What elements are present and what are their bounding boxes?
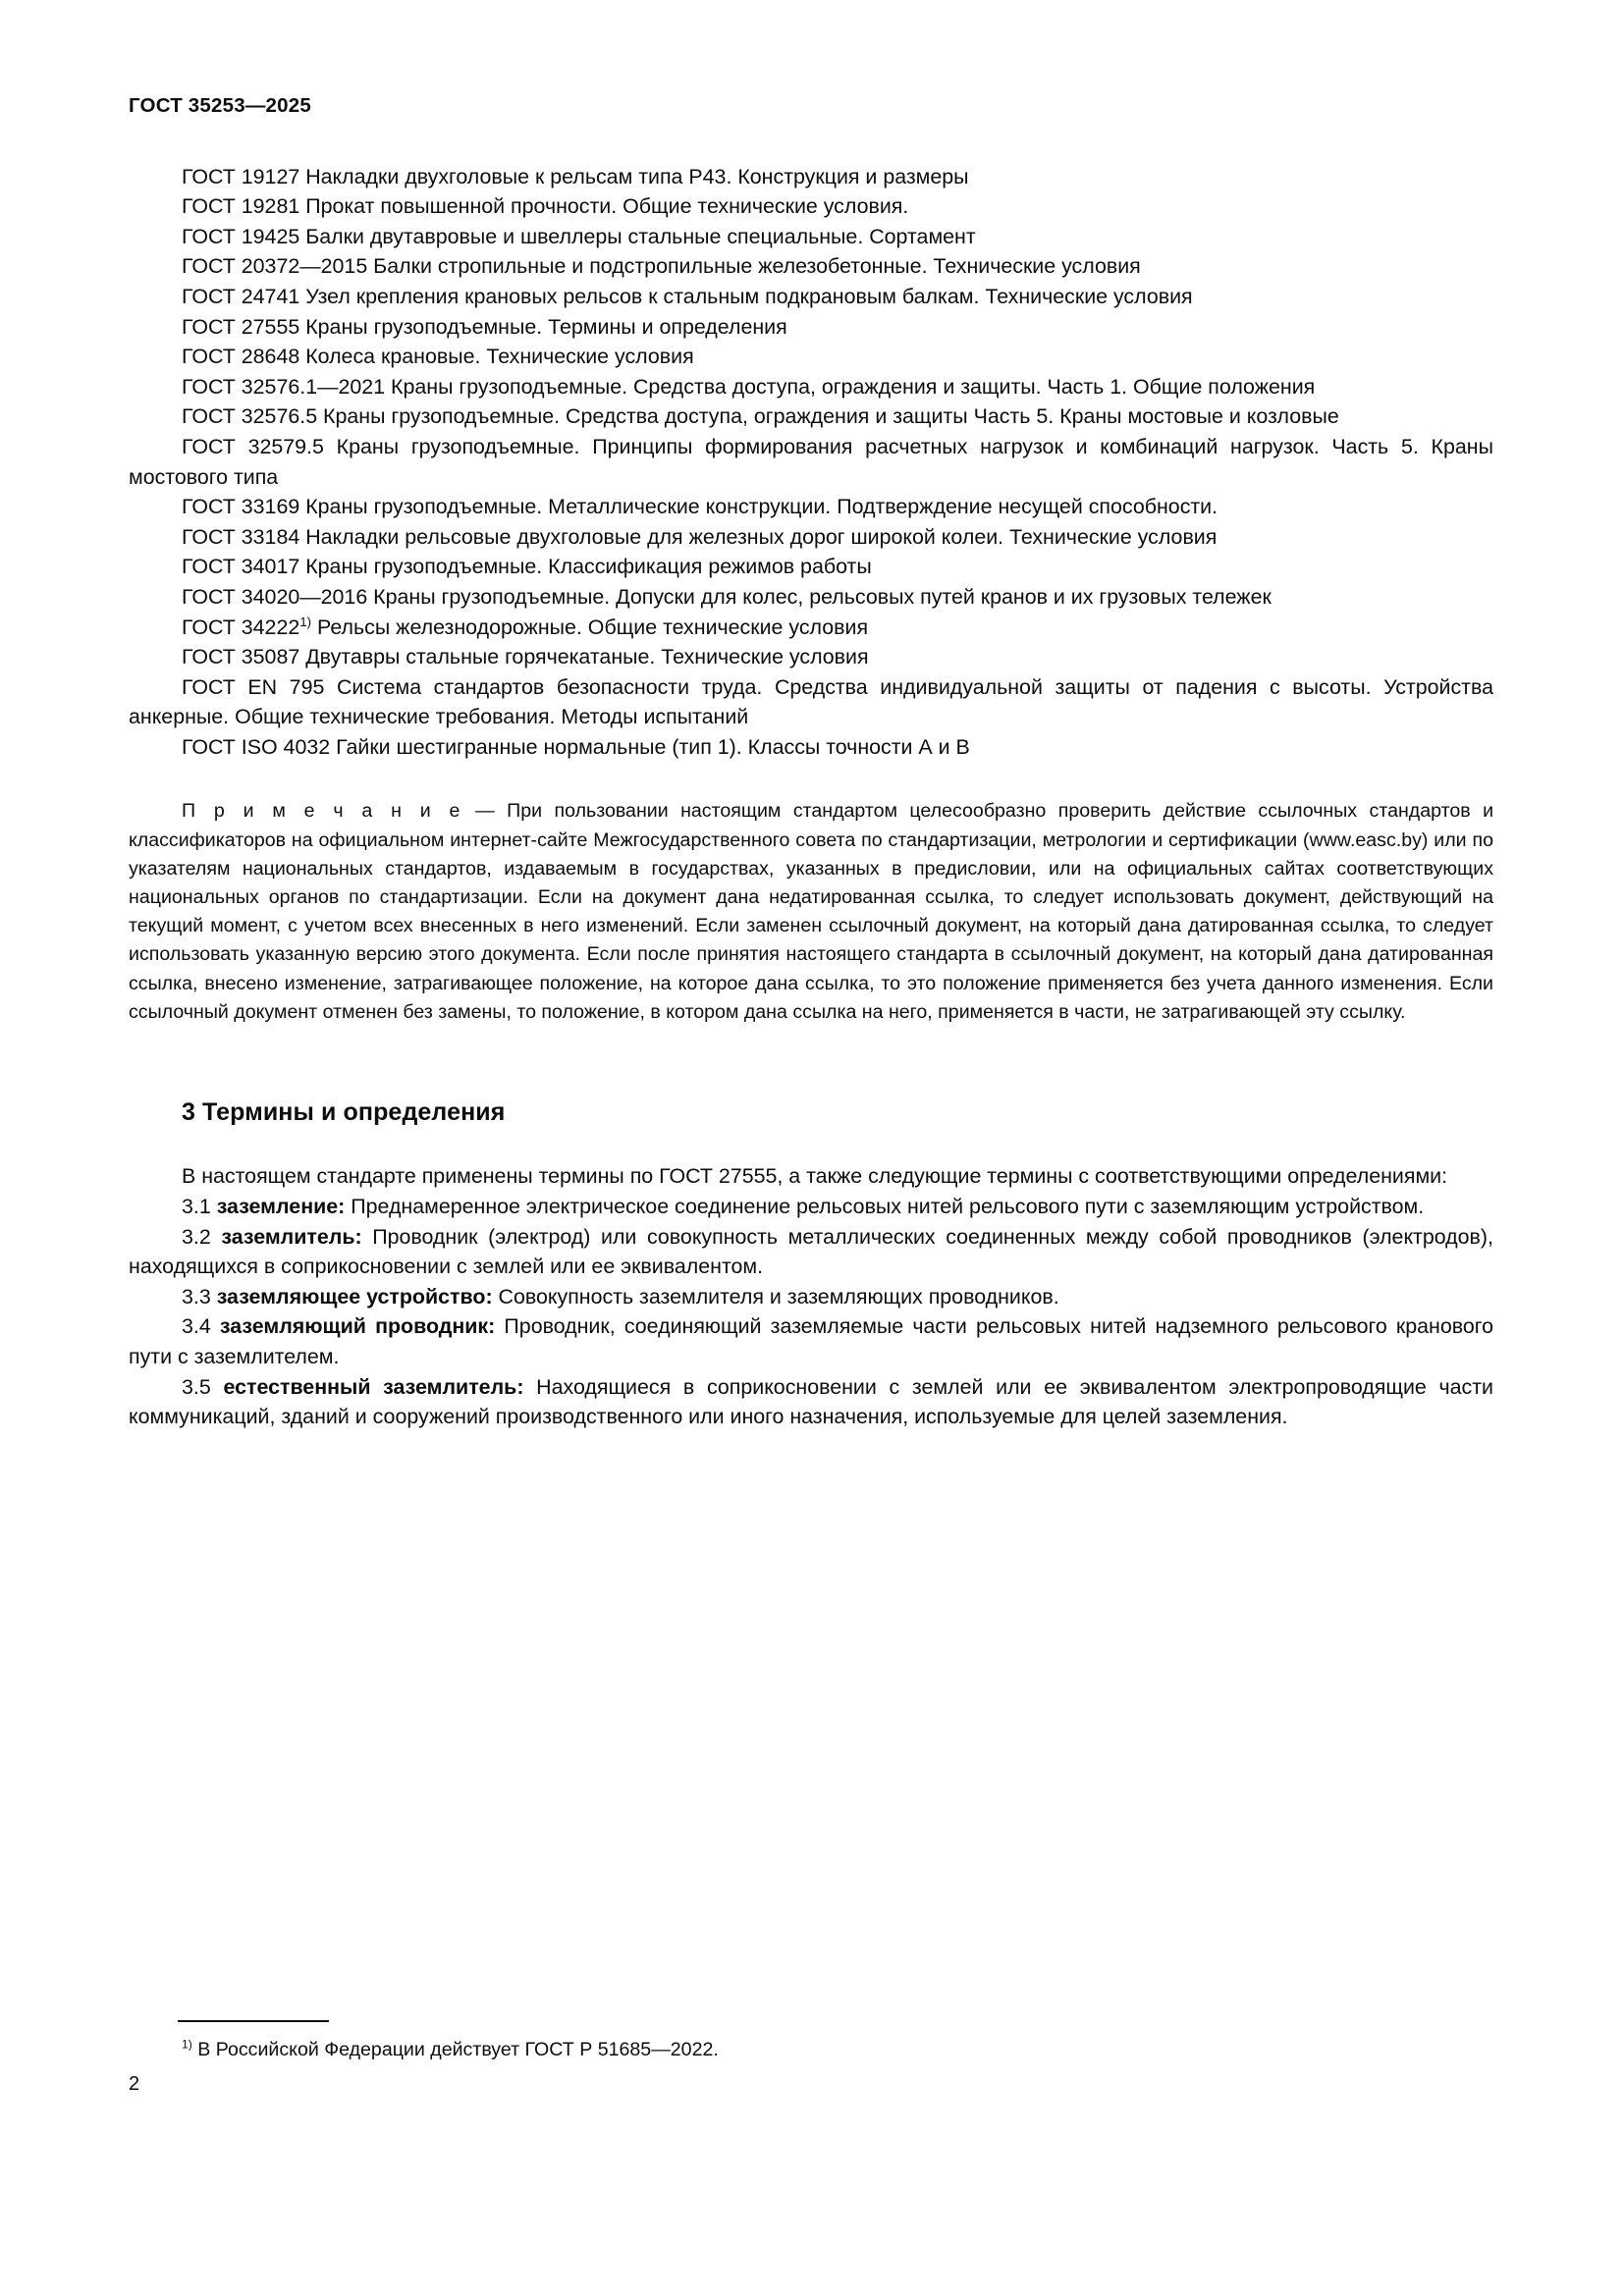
page-title: 3 Термины и определения — [182, 1098, 506, 1127]
reference-item: ГОСТ 20372—2015 Балки стропильные и подстропильные железобетонные. Технические условия — [182, 254, 1141, 279]
reference-item: ГОСТ 19425 Балки двутавровые и швеллеры стальные специальные. Сортамент — [182, 224, 976, 248]
reference-item: ГОСТ 35087 Двутавры стальные горячекатаные. Технические условия — [182, 645, 869, 669]
definition-term: заземлитель: — [221, 1224, 362, 1249]
definition-text: Находящиеся в соприкосновении с землей или ее эквивалентом электропроводящие части коммуникаций, зданий и сооружений производственного или иного назначения, используемые для целей заземления. — [129, 1374, 1493, 1429]
terms-section — [129, 1161, 1493, 1431]
reference-rails-prefix: ГОСТ 34222 — [182, 614, 300, 639]
note-dash-glyph: — — [475, 800, 495, 823]
definition-space — [211, 1225, 222, 1249]
definition-space — [362, 1225, 373, 1249]
page-content — [129, 94, 1493, 1432]
definition-text: Проводник, соединяющий заземляемые части рельсовых нитей надземного рельсового кранового пути с заземлителем. — [129, 1314, 1493, 1368]
definition-item — [129, 1372, 1493, 1432]
definition-number: 3.2 — [182, 1224, 211, 1249]
definition-term: естественный заземлитель: — [223, 1374, 524, 1399]
footnote-separator-rule — [178, 2020, 329, 2022]
definition-item — [129, 1222, 1493, 1282]
note-space — [495, 800, 507, 822]
definition-item — [129, 1282, 1493, 1312]
page-number: 2 — [129, 2073, 140, 2095]
definition-number: 3.5 — [182, 1374, 211, 1399]
reference-item: ГОСТ 19127 Накладки двухголовые к рельсам типа Р43. Конструкция и размеры — [182, 164, 969, 188]
note-paragraph — [129, 797, 1493, 1027]
reference-item: ГОСТ 33184 Накладки рельсовые двухголовые для железных дорог широкой колеи. Технические условия — [182, 524, 1218, 549]
definition-text: Проводник (электрод) или совокупность металлических соединенных между собой проводников (электродов), находящихся в соприкосновении с землей или ее эквивалентом. — [129, 1224, 1493, 1279]
footnote-text-body: В Российской Федерации действует ГОСТ Р 51685—2022. — [197, 2039, 719, 2060]
reference-rails-suffix: Рельсы железнодорожные. Общие технические условия — [311, 614, 869, 639]
definition-term: заземляющий проводник: — [219, 1314, 496, 1339]
reference-item: ГОСТ 33169 Краны грузоподъемные. Металлические конструкции. Подтверждение несущей способности. — [182, 495, 1218, 519]
definition-item — [129, 1192, 1493, 1222]
footnote-marker-inline: 1) — [299, 614, 312, 629]
definition-number: 3.3 — [182, 1284, 211, 1308]
reference-item: ГОСТ 32576.5 Краны грузоподъемные. Средства доступа, ограждения и защиты Часть 5. Краны мостовые и козловые — [182, 404, 1339, 429]
definition-number: 3.1 — [182, 1194, 211, 1218]
definition-space — [211, 1314, 220, 1338]
definition-term: заземление: — [216, 1194, 346, 1218]
reference-item-rails — [129, 613, 1493, 643]
reference-item: ГОСТ 28648 Колеса крановые. Технические условия — [182, 345, 694, 369]
definition-text: Совокупность заземлителя и заземляющих проводников. — [498, 1284, 1059, 1308]
definition-number: 3.4 — [182, 1314, 211, 1339]
reference-item: ГОСТ 19281 Прокат повышенной прочности. Общие технические условия. — [182, 194, 909, 219]
reference-item: ГОСТ 24741 Узел крепления крановых рельсов к стальным подкрановым балкам. Технические условия — [182, 284, 1193, 308]
note-dash — [463, 800, 475, 822]
footnote-marker: 1) — [182, 2037, 192, 2052]
definition-text: Преднамеренное электрическое соединение рельсовых нитей рельсового пути с заземляющим устройством. — [351, 1194, 1425, 1218]
definition-item — [129, 1311, 1493, 1371]
reference-item: ГОСТ 32576.1—2021 Краны грузоподъемные. Средства доступа, ограждения и защиты. Часть 1. Общие положения — [182, 374, 1316, 399]
reference-item: ГОСТ 27555 Краны грузоподъемные. Термины и определения — [182, 314, 787, 339]
definition-term: заземляющее устройство: — [216, 1284, 493, 1308]
note-text: При пользовании настоящим стандартом целесообразно проверить действие ссылочных стандартов и классификаторов на официальном интернет-сайте Межгосударственного совета по стандартизации, метрологии и сертификации (www.easc.by) или по указателям национальных стандартов, издаваемым в государствах, указанных в предисловии, или на официальных сайтах соответствующих национальных органов по стандартизации. Если на документ дана недатированная ссылка, то следует использовать документ, действующий на текущий момент, с учетом всех внесенных в него изменений. Если заменен ссылочный документ, на который дана датированная ссылка, то следует использовать указанную версию этого документа. Если после принятия настоящего стандарта в ссылочный документ, на который дана датированная ссылка, внесено изменение, затрагивающее положение, на которое дана ссылка, то это положение применяется без учета данного изменения. Если ссылочный документ отменен без замены, то положение, в котором дана ссылка на него, применяется в части, не затрагивающей эту ссылку. — [129, 800, 1494, 1023]
reference-item: ГОСТ EN 795 Система стандартов безопасности труда. Средства индивидуальной защиты от падения с высоты. Устройства анкерные. Общие технические требования. Методы испытаний — [129, 674, 1493, 729]
footnote — [129, 2036, 1493, 2063]
reference-item: ГОСТ 32579.5 Краны грузоподъемные. Принципы формирования расчетных нагрузок и комбинаций нагрузок. Часть 5. Краны мостового типа — [129, 434, 1493, 489]
reference-item: ГОСТ 34020—2016 Краны грузоподъемные. Допуски для колес, рельсовых путей кранов и их грузовых тележек — [182, 584, 1272, 609]
definition-space — [523, 1375, 536, 1399]
definition-space — [211, 1375, 224, 1399]
section-intro: В настоящем стандарте применены термины по ГОСТ 27555, а также следующие термины с соответствующими определениями: — [182, 1164, 1448, 1189]
running-head: ГОСТ 35253—2025 — [129, 94, 311, 117]
reference-item: ГОСТ ISO 4032 Гайки шестигранные нормальные (тип 1). Классы точности А и В — [182, 734, 970, 759]
footnote-area — [129, 2020, 1493, 2063]
normative-references-list — [129, 162, 1493, 763]
reference-item: ГОСТ 34017 Краны грузоподъемные. Классификация режимов работы — [182, 555, 872, 579]
note-label: П р и м е ч а н и е — [182, 800, 463, 823]
